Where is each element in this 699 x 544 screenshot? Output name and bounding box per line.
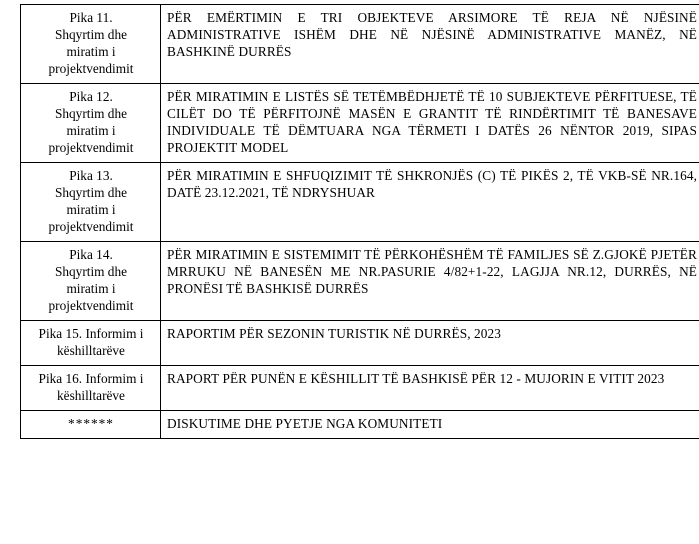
- table-row: [21, 5, 699, 84]
- agenda-item-cell: [21, 321, 161, 366]
- table-row: [21, 242, 699, 321]
- agenda-item-line: Pika 15. Informim i: [27, 325, 155, 342]
- agenda-item-line: Pika 14.: [27, 246, 155, 263]
- agenda-item-line: këshilltarëve: [27, 342, 155, 359]
- agenda-description-cell: [161, 84, 699, 163]
- agenda-item-cell: [21, 366, 161, 411]
- agenda-item-line: Pika 11.: [27, 9, 155, 26]
- table-row: [21, 84, 699, 163]
- agenda-item-cell: [21, 84, 161, 163]
- agenda-item-line: miratim i: [27, 43, 155, 60]
- agenda-table-body: [21, 5, 699, 439]
- agenda-description-cell: [161, 163, 699, 242]
- table-row: [21, 321, 699, 366]
- agenda-description-text: PËR EMËRTIMIN E TRI OBJEKTEVE ARSIMORE TË REJA NË NJËSINË ADMINISTRATIVE ISHËM DHE NË NJËSINË ADMINISTRATIVE MANËZ, NË BASHKINË DURRËS: [167, 9, 697, 60]
- agenda-item-cell: [21, 5, 161, 84]
- agenda-item-line: miratim i: [27, 201, 155, 218]
- agenda-item-line: ******: [27, 415, 155, 432]
- agenda-item-line: projektvendimit: [27, 218, 155, 235]
- agenda-description-cell: [161, 366, 699, 411]
- agenda-item-line: miratim i: [27, 280, 155, 297]
- agenda-table: [20, 4, 699, 439]
- agenda-item-cell: [21, 411, 161, 439]
- agenda-item-line: Pika 12.: [27, 88, 155, 105]
- agenda-item-cell: [21, 163, 161, 242]
- document-page: [0, 4, 699, 544]
- agenda-item-line: këshilltarëve: [27, 387, 155, 404]
- agenda-item-line: Shqyrtim dhe: [27, 184, 155, 201]
- agenda-item-line: miratim i: [27, 122, 155, 139]
- agenda-description-text: PËR MIRATIMIN E SHFUQIZIMIT TË SHKRONJËS (C) TË PIKËS 2, TË VKB-SË NR.164, DATË 23.12.2021, TË NDRYSHUAR: [167, 167, 697, 201]
- agenda-item-line: Shqyrtim dhe: [27, 26, 155, 43]
- agenda-item-line: Shqyrtim dhe: [27, 263, 155, 280]
- agenda-item-line: Pika 16. Informim i: [27, 370, 155, 387]
- agenda-description-text: PËR MIRATIMIN E SISTEMIMIT TË PËRKOHËSHËM TË FAMILJES SË Z.GJOKË PJETËR MRRUKU NË BANESËN ME NR.PASURIE 4/82+1-22, LAGJJA NR.12, DURRËS, NË PRONËSI TË BASHKISË DURRËS: [167, 246, 697, 297]
- agenda-description-cell: [161, 242, 699, 321]
- agenda-description-cell: [161, 5, 699, 84]
- table-row: [21, 411, 699, 439]
- agenda-description-text: RAPORT PËR PUNËN E KËSHILLIT TË BASHKISË PËR 12 - MUJORIN E VITIT 2023: [167, 370, 697, 387]
- table-row: [21, 163, 699, 242]
- agenda-item-line: Shqyrtim dhe: [27, 105, 155, 122]
- agenda-item-line: projektvendimit: [27, 297, 155, 314]
- agenda-description-text: RAPORTIM PËR SEZONIN TURISTIK NË DURRËS, 2023: [167, 325, 697, 342]
- agenda-item-line: projektvendimit: [27, 60, 155, 77]
- agenda-item-cell: [21, 242, 161, 321]
- agenda-description-cell: [161, 411, 699, 439]
- agenda-item-line: projektvendimit: [27, 139, 155, 156]
- agenda-item-line: Pika 13.: [27, 167, 155, 184]
- agenda-description-text: DISKUTIME DHE PYETJE NGA KOMUNITETI: [167, 415, 697, 432]
- agenda-description-text: PËR MIRATIMIN E LISTËS SË TETËMBËDHJETË TË 10 SUBJEKTEVE PËRFITUESE, TË CILËT DO TË PËRFITOJNË MASËN E GRANTIT TË RINDËRTIMIT TË BANESAVE INDIVIDUALE TË DËMTUARA NGA TËRMETI I DATËS 26 NËNTOR 2019, SIPAS PROJEKTIT MODEL: [167, 88, 697, 156]
- table-row: [21, 366, 699, 411]
- agenda-description-cell: [161, 321, 699, 366]
